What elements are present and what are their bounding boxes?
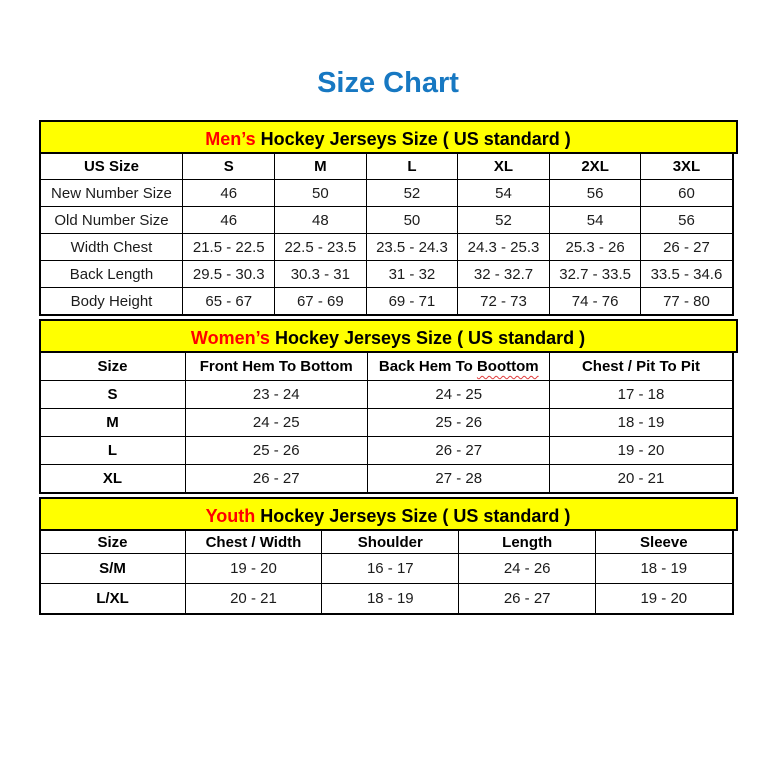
row-label-cell: New Number Size [40, 180, 183, 207]
size-value-cell: 24 - 25 [185, 409, 367, 437]
size-value-cell: 52 [458, 207, 550, 234]
size-value-cell: 31 - 32 [366, 261, 458, 288]
header-row [40, 352, 733, 381]
size-value-cell: 74 - 76 [549, 288, 641, 315]
size-value-cell: 19 - 20 [596, 584, 733, 614]
table-row [40, 381, 733, 409]
size-value-cell: 25.3 - 26 [549, 234, 641, 261]
size-value-cell: 77 - 80 [641, 288, 733, 315]
size-value-cell: 23 - 24 [185, 381, 367, 409]
mens-size-table [39, 152, 734, 316]
column-header-cell: Size [40, 530, 186, 554]
size-value-cell: 25 - 26 [185, 437, 367, 465]
column-header-cell: L [366, 153, 458, 180]
table-row [40, 554, 733, 584]
table-head [40, 153, 733, 180]
size-value-cell: 24.3 - 25.3 [458, 234, 550, 261]
size-value-cell: 19 - 20 [550, 437, 733, 465]
size-value-cell: 19 - 20 [185, 554, 322, 584]
size-value-cell: 18 - 19 [596, 554, 733, 584]
band-rest-text: Hockey Jerseys Size ( US standard ) [255, 505, 571, 526]
size-value-cell: 27 - 28 [368, 465, 550, 493]
size-value-cell: 18 - 19 [550, 409, 733, 437]
size-value-cell: 46 [183, 180, 275, 207]
size-value-cell: 21.5 - 22.5 [183, 234, 275, 261]
page-title: Size Chart [317, 67, 459, 99]
row-label-cell: L [40, 437, 186, 465]
size-value-cell: 50 [275, 180, 367, 207]
column-header-cell: Sleeve [596, 530, 733, 554]
band-highlight-text: Women’s [190, 327, 270, 348]
size-value-cell: 54 [458, 180, 550, 207]
size-chart-tables [39, 120, 738, 615]
youth-size-table [39, 529, 734, 615]
size-value-cell: 52 [366, 180, 458, 207]
size-value-cell: 69 - 71 [366, 288, 458, 315]
band-rest-text: Hockey Jerseys Size ( US standard ) [269, 327, 586, 348]
size-value-cell: 30.3 - 31 [275, 261, 367, 288]
column-header-cell: US Size [40, 153, 183, 180]
table-row [40, 207, 733, 234]
size-value-cell: 67 - 69 [275, 288, 367, 315]
misspelled-word: Boottom [476, 358, 539, 376]
table-body [40, 381, 733, 493]
table-body [40, 180, 733, 315]
column-header-cell: Front Hem To Bottom [185, 352, 367, 381]
size-value-cell: 26 - 27 [641, 234, 733, 261]
column-header-cell: Shoulder [322, 530, 459, 554]
section-womens [39, 319, 738, 494]
row-label-cell: XL [40, 465, 186, 493]
row-label-cell: L/XL [40, 584, 186, 614]
band-highlight-text: Youth [205, 505, 256, 526]
size-value-cell: 65 - 67 [183, 288, 275, 315]
row-label-cell: M [40, 409, 186, 437]
column-header-cell: S [183, 153, 275, 180]
section-youth [39, 497, 738, 615]
section-mens [39, 120, 738, 316]
table-row [40, 180, 733, 207]
header-row [40, 530, 733, 554]
size-value-cell: 32 - 32.7 [458, 261, 550, 288]
section-title-band [39, 497, 738, 531]
row-label-cell: S [40, 381, 186, 409]
table-row [40, 465, 733, 493]
table-row [40, 437, 733, 465]
size-value-cell: 48 [275, 207, 367, 234]
column-header-cell: Back Hem To Boottom [368, 352, 550, 381]
column-header-cell: Chest / Width [185, 530, 322, 554]
size-value-cell: 56 [549, 180, 641, 207]
size-value-cell: 25 - 26 [368, 409, 550, 437]
row-label-cell: S/M [40, 554, 186, 584]
band-rest-text: Hockey Jerseys Size ( US standard ) [255, 128, 571, 149]
column-header-cell: Chest / Pit To Pit [550, 352, 733, 381]
table-head [40, 352, 733, 381]
table-row [40, 261, 733, 288]
size-value-cell: 50 [366, 207, 458, 234]
size-value-cell: 56 [641, 207, 733, 234]
column-header-cell: Size [40, 352, 186, 381]
table-row [40, 288, 733, 315]
section-title-band [39, 319, 738, 353]
size-value-cell: 20 - 21 [550, 465, 733, 493]
size-value-cell: 72 - 73 [458, 288, 550, 315]
table-row [40, 234, 733, 261]
size-value-cell: 33.5 - 34.6 [641, 261, 733, 288]
size-value-cell: 29.5 - 30.3 [183, 261, 275, 288]
row-label-cell: Width Chest [40, 234, 183, 261]
column-header-cell: 3XL [641, 153, 733, 180]
size-value-cell: 20 - 21 [185, 584, 322, 614]
band-highlight-text: Men’s [205, 128, 256, 149]
size-value-cell: 32.7 - 33.5 [549, 261, 641, 288]
size-value-cell: 18 - 19 [322, 584, 459, 614]
size-value-cell: 16 - 17 [322, 554, 459, 584]
size-value-cell: 54 [549, 207, 641, 234]
size-value-cell: 46 [183, 207, 275, 234]
size-value-cell: 23.5 - 24.3 [366, 234, 458, 261]
column-header-cell: Length [459, 530, 596, 554]
table-row [40, 584, 733, 614]
section-title-band [39, 120, 738, 154]
size-value-cell: 26 - 27 [368, 437, 550, 465]
table-head [40, 530, 733, 554]
header-row [40, 153, 733, 180]
size-value-cell: 60 [641, 180, 733, 207]
size-value-cell: 24 - 26 [459, 554, 596, 584]
size-value-cell: 22.5 - 23.5 [275, 234, 367, 261]
size-value-cell: 17 - 18 [550, 381, 733, 409]
column-header-cell: M [275, 153, 367, 180]
womens-size-table [39, 351, 734, 494]
row-label-cell: Old Number Size [40, 207, 183, 234]
table-row [40, 409, 733, 437]
size-value-cell: 26 - 27 [459, 584, 596, 614]
column-header-cell: XL [458, 153, 550, 180]
column-header-cell: 2XL [549, 153, 641, 180]
table-body [40, 554, 733, 614]
size-value-cell: 26 - 27 [185, 465, 367, 493]
size-chart-page [0, 66, 776, 615]
row-label-cell: Body Height [40, 288, 183, 315]
row-label-cell: Back Length [40, 261, 183, 288]
size-value-cell: 24 - 25 [368, 381, 550, 409]
